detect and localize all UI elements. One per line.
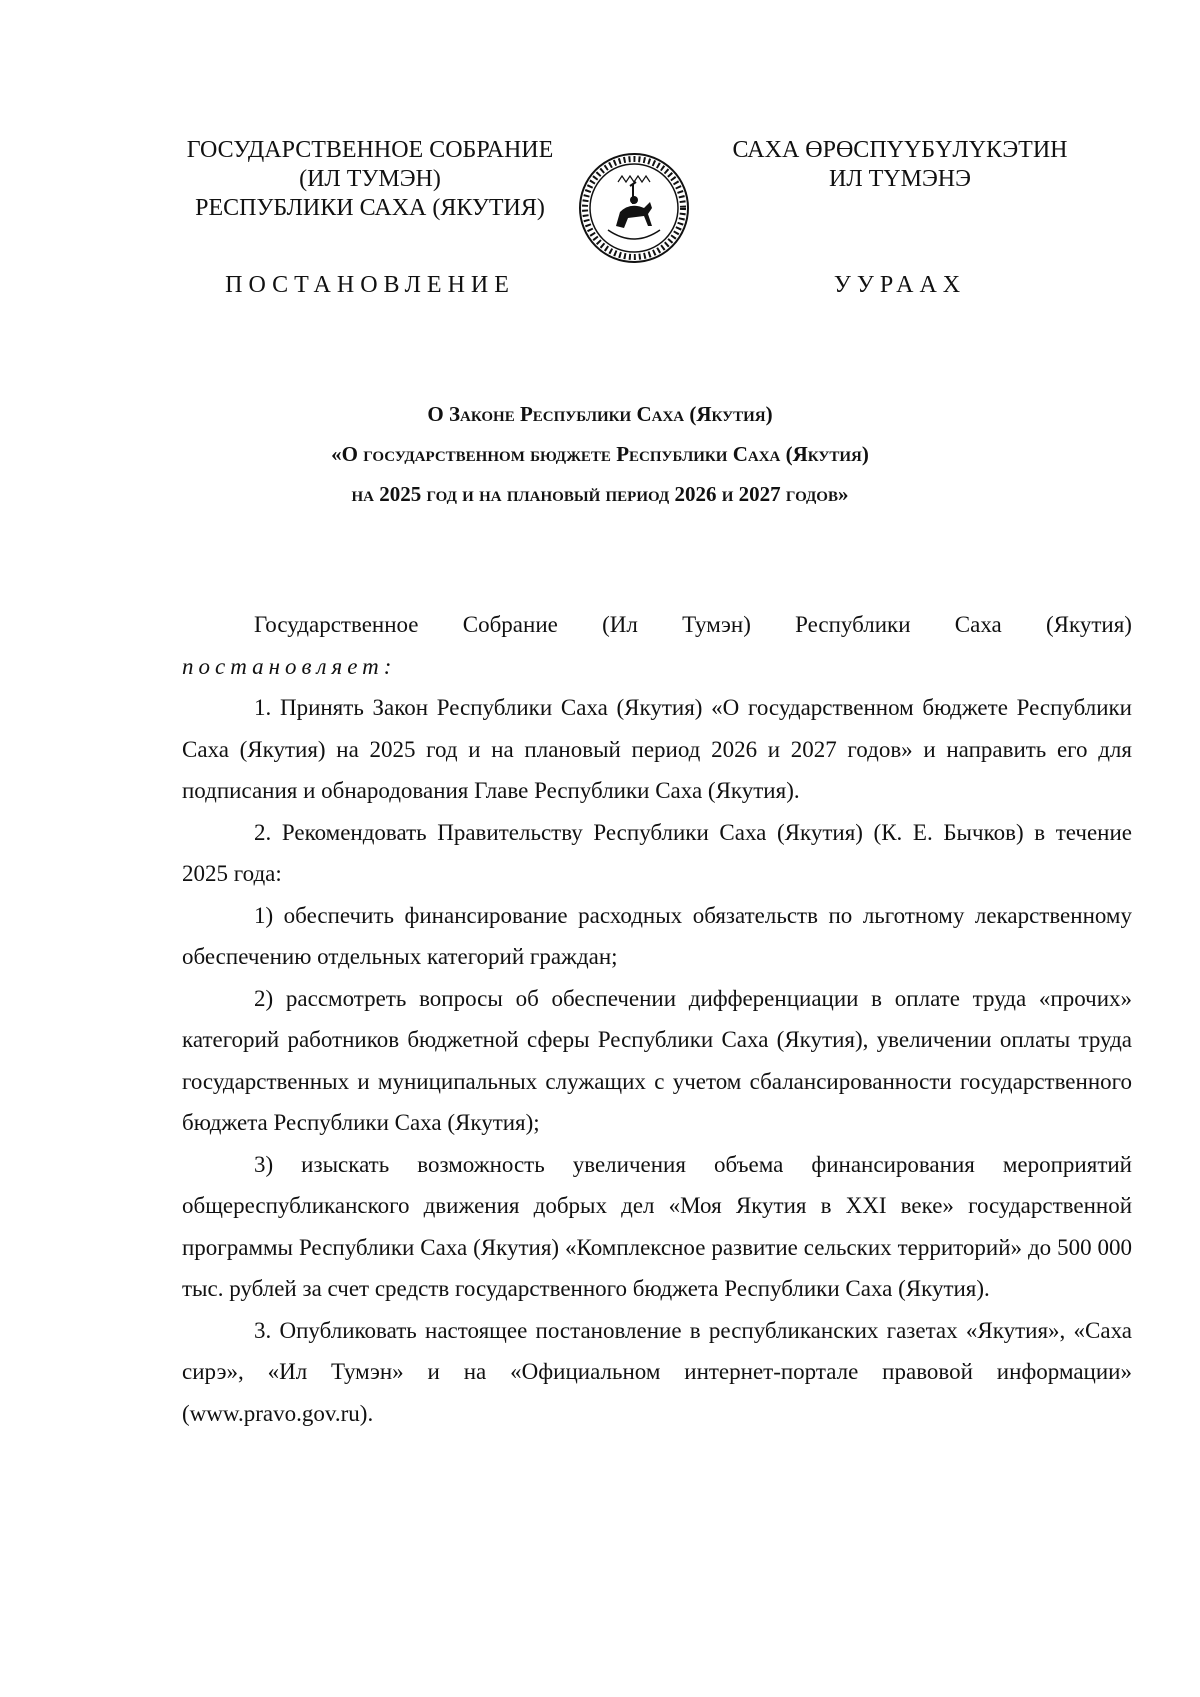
document-title: [100, 394, 1100, 514]
preamble-line: [182, 604, 1132, 646]
document-body: [182, 604, 1132, 1434]
title-line: О Законе Республики Саха (Якутия): [427, 402, 773, 426]
issuer-line: САХА ӨРӨСПҮҮБҮЛҮКЭТИН: [732, 137, 1068, 163]
preamble-word: Республики: [795, 612, 911, 637]
preamble-word: (Ил: [602, 612, 638, 637]
preamble-word: Саха: [954, 612, 1002, 637]
preamble-word: Тумэн): [682, 612, 751, 637]
preamble-word: Собрание: [462, 612, 558, 637]
subparagraph-1: 1) обеспечить финансирование расходных обязательств по льготному лекарственному обеспечению отдельных категорий граждан;: [182, 902, 1132, 969]
paragraph-1: 1. Принять Закон Республики Саха (Якутия) «О государственном бюджете Республики Саха (Якутия) на 2025 год и на плановый период 2026 и 2027 годов» и направить его для подписания и обнародования Главе Республики Саха (Якутия).: [182, 695, 1132, 803]
doctype-yakut: УУРААХ: [833, 272, 967, 298]
paragraph-2: 2. Рекомендовать Правительству Республики Саха (Якутия) (К. Е. Бычков) в течение 2025 года:: [182, 819, 1132, 886]
paragraph-3: 3. Опубликовать настоящее постановление в республиканских газетах «Якутия», «Саха сирэ», «Ил Тумэн» и на «Официальном интернет-портале правовой информации» (www.pravo.gov.ru).: [182, 1317, 1132, 1426]
title-line: на 2025 год и на плановый период 2026 и 2027 годов»: [351, 482, 849, 506]
preamble-word: (Якутия): [1045, 612, 1132, 637]
doctype-russian: ПОСТАНОВЛЕНИЕ: [225, 272, 515, 298]
issuer-line: ИЛ ТҮМЭНЭ: [829, 166, 971, 192]
coat-of-arms-icon: [578, 152, 690, 264]
issuer-line: ГОСУДАРСТВЕННОЕ СОБРАНИЕ: [186, 137, 554, 163]
issuer-yakut: [690, 136, 1110, 194]
issuer-line: (ИЛ ТУМЭН): [299, 166, 441, 192]
issuer-russian: [160, 136, 580, 223]
title-line: «О государственном бюджете Республики Саха (Якутия): [331, 442, 869, 466]
subparagraph-2: 2) рассмотреть вопросы об обеспечении дифференциации в оплате труда «прочих» категорий работников бюджетной сферы Республики Саха (Якутия), увеличении оплаты труда государственных и муниципальных служащих с учетом сбалансированности государственного бюджета Республики Саха (Якутия);: [182, 985, 1132, 1135]
preamble-word: Государственное: [254, 612, 419, 637]
subparagraph-3: 3) изыскать возможность увеличения объема финансирования мероприятий общереспубликанского движения добрых дел «Моя Якутия в XXI веке» государственной программы Республики Саха (Якутия) «Комплексное развитие сельских территорий» до 500 000 тыс. рублей за счет средств государственного бюджета Республики Саха (Якутия).: [182, 1151, 1132, 1301]
decides-text: постановляет:: [182, 653, 397, 679]
issuer-line: РЕСПУБЛИКИ САХА (ЯКУТИЯ): [195, 195, 545, 221]
